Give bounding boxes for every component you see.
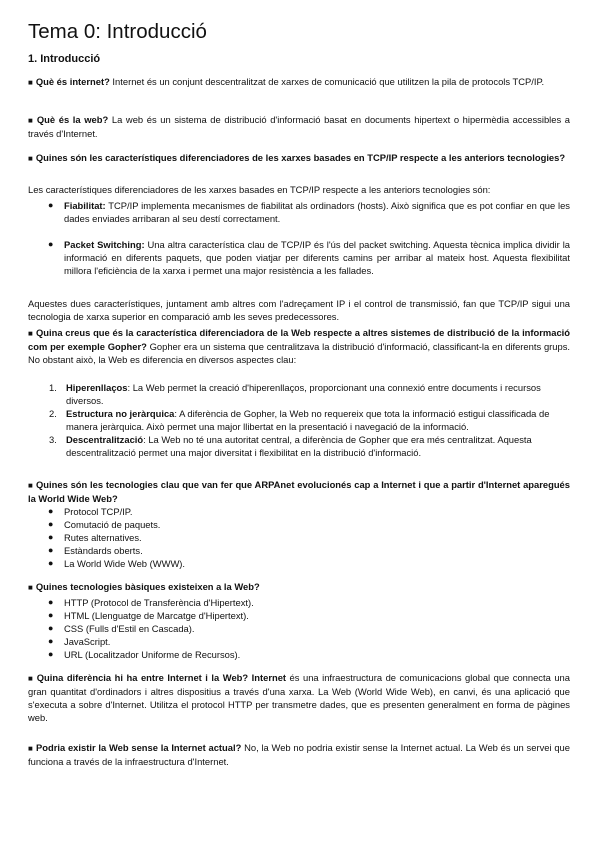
answer: és una infraestructura de comunicacions global que connecta una gran quantitat d'ordinadors i altres dispositius a través d'una xarxa. La Web (World Wide Web), en canvi, és una aplicació que s'executa a sobre d'Internet. Utilitza el protocol HTTP per transmetre dades, que es presenten generalment en forma de pàgines web. — [28, 672, 570, 723]
bullet-icon: ● — [48, 239, 54, 249]
question: Quines tecnologies bàsiques existeixen a la Web? — [35, 581, 260, 592]
list-item — [48, 609, 570, 622]
square-bullet-icon: ■ — [28, 116, 34, 125]
question: Quines són les tecnologies clau que van fer que ARPAnet evolucionés cap a Internet i que a partir d'Internet aparegués la World Wide Web? — [28, 479, 570, 504]
question: Quines són les característiques diferenciadores de les xarxes basades en TCP/IP respecte a les anteriors tecnologies? — [35, 152, 566, 163]
list-item — [49, 433, 570, 459]
item-text: : A diferència de Gopher, la Web no requereix que tota la informació estigui classificada de manera jeràrquica. Això permet una major llibertat en la presentació i navegació de la informació. — [66, 408, 550, 432]
square-bullet-icon: ■ — [28, 481, 34, 490]
square-bullet-icon: ■ — [28, 744, 34, 753]
tcpip-outro: Aquestes dues característiques, juntament amb altres com l'adreçament IP i el control de transmissió, fan que TCP/IP sigui una tecnologia de xarxa superior en comparació amb les seves predecessores. — [28, 298, 570, 322]
list-item — [49, 407, 570, 433]
list-item — [48, 199, 570, 225]
item-number: 2. — [49, 408, 57, 419]
answer: Internet és un conjunt descentralitzat de xarxes de comunicació que utilitzen la pila de protocols TCP/IP. — [109, 76, 545, 87]
item-text: TCP/IP implementa mecanismes de fiabilitat als ordinadors (hosts). Això significa que es pot confiar en que les dades enviades arribaran al seu destí correctament. — [64, 200, 570, 224]
item-text: HTTP (Protocol de Transferència d'Hipertext). — [64, 597, 254, 608]
question-arpanet — [28, 478, 570, 505]
bullet-icon: ● — [48, 610, 54, 620]
list-item — [49, 381, 570, 407]
web-technologies-list — [48, 596, 570, 661]
tcpip-features-list — [48, 199, 570, 277]
question: Podria existir la Web sense la Internet actual? — [36, 742, 242, 753]
qa-internet — [28, 75, 570, 89]
square-bullet-icon: ■ — [28, 583, 33, 592]
item-text: Protocol TCP/IP. — [64, 506, 133, 517]
bullet-icon: ● — [48, 558, 54, 568]
answer-label: Internet — [248, 672, 287, 683]
item-text: Una altra característica clau de TCP/IP és l'ús del packet switching. Aquesta tècnica implica dividir la informació en diferents paquets, que poden viatjar per diferents camins per arribar al mateix host. Aquesta flexibilitat millora l'eficiència de la xarxa i permet una major resistència a les fallades. — [64, 239, 570, 276]
item-label: Hiperenllaços — [66, 382, 128, 393]
square-bullet-icon: ■ — [28, 674, 34, 683]
bullet-icon: ● — [48, 636, 54, 646]
square-bullet-icon: ■ — [28, 329, 33, 338]
bullet-icon: ● — [48, 506, 54, 516]
list-item — [48, 544, 570, 557]
web-differences-list — [49, 381, 570, 459]
qa-gopher — [28, 326, 570, 366]
item-text: Rutes alternatives. — [64, 532, 142, 543]
bullet-icon: ● — [48, 623, 54, 633]
item-text: HTML (Llenguatge de Marcatge d'Hipertext). — [64, 610, 249, 621]
item-text: CSS (Fulls d'Estil en Cascada). — [64, 623, 195, 634]
bullet-icon: ● — [48, 597, 54, 607]
item-label: Fiabilitat: — [64, 200, 106, 211]
question: Quina creus que és la característica diferenciadora de la Web respecte a altres sistemes de distribució de la informació com per exemple Gopher? — [28, 327, 570, 352]
item-label: Descentralització — [66, 434, 144, 445]
qa-web-without-internet — [28, 741, 570, 768]
page-title: Tema 0: Introducció — [28, 20, 207, 43]
list-item — [48, 238, 570, 277]
question: Què és la web? — [36, 114, 109, 125]
bullet-icon: ● — [48, 519, 54, 529]
list-item — [48, 518, 570, 531]
answer: Gopher era un sistema que centralitzava la distribució d'informació, classificant-la en diferents grups. No obstant això, la Web es diferencia en diversos aspectes clau: — [28, 341, 570, 365]
question-web-technologies — [28, 580, 570, 594]
square-bullet-icon: ■ — [28, 154, 33, 163]
bullet-icon: ● — [48, 649, 54, 659]
item-text: La World Wide Web (WWW). — [64, 558, 186, 569]
list-item — [48, 505, 570, 518]
bullet-icon: ● — [48, 532, 54, 542]
item-label: Packet Switching: — [64, 239, 145, 250]
list-item — [48, 648, 570, 661]
list-item — [48, 557, 570, 570]
item-text: : La Web permet la creació d'hiperenllaços, proporcionant una connexió entre documents i recursos diversos. — [66, 382, 541, 406]
answer: La web és un sistema de distribució d'informació basat en documents hipertext o hipermèdia accessibles a través d'Internet. — [28, 114, 570, 139]
item-number: 1. — [49, 382, 57, 393]
question: Quina diferència hi ha entre Internet i la Web? — [36, 672, 249, 683]
item-text: URL (Localitzador Uniforme de Recursos). — [64, 649, 241, 660]
qa-internet-vs-web — [28, 671, 570, 724]
list-item — [48, 622, 570, 635]
section-heading: 1. Introducció — [28, 53, 101, 65]
list-item — [48, 531, 570, 544]
item-number: 3. — [49, 434, 57, 445]
qa-web — [28, 113, 570, 140]
bullet-icon: ● — [48, 545, 54, 555]
item-label: Estructura no jeràrquica — [66, 408, 175, 419]
list-item — [48, 635, 570, 648]
answer: No, la Web no podria existir sense la Internet actual. La Web és un servei que funciona a través de la infraestructura d'Internet. — [28, 742, 570, 767]
question: Què és internet? — [35, 76, 110, 87]
item-text: Estàndards oberts. — [64, 545, 143, 556]
item-text: Comutació de paquets. — [64, 519, 161, 530]
question-tcpip — [28, 151, 570, 165]
item-text: : La Web no té una autoritat central, a diferència de Gopher que era més centralitzat. Aquesta descentralització permet una major diversitat i flexibilitat en la distribució d'informació. — [66, 434, 532, 458]
list-item — [48, 596, 570, 609]
item-text: JavaScript. — [64, 636, 111, 647]
square-bullet-icon: ■ — [28, 78, 33, 87]
arpanet-technologies-list — [48, 505, 570, 570]
tcpip-intro: Les característiques diferenciadores de les xarxes basades en TCP/IP respecte a les anteriors tecnologies són: — [28, 184, 491, 195]
bullet-icon: ● — [48, 200, 54, 210]
